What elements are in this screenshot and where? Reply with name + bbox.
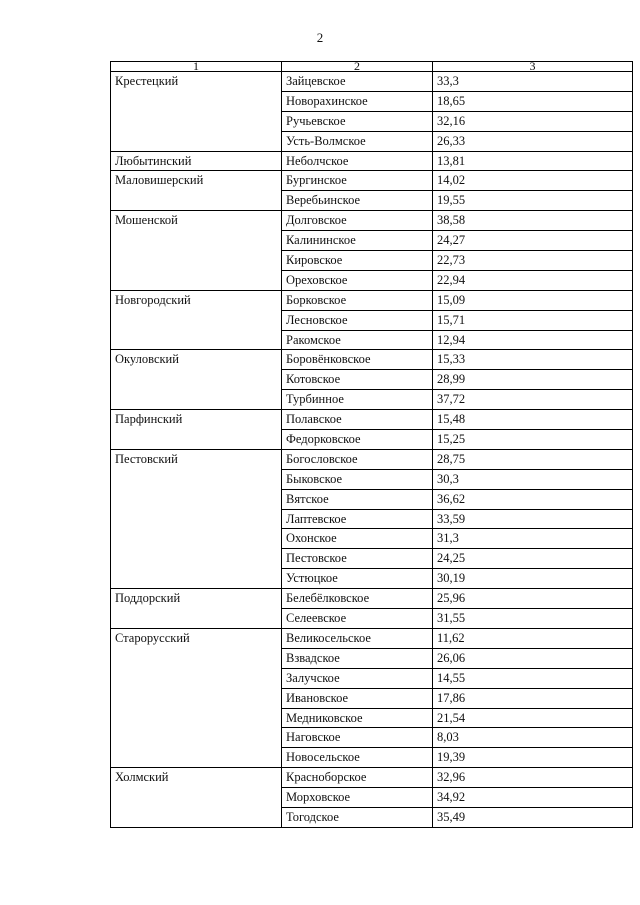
column-header: 2	[282, 62, 433, 72]
value-cell: 38,58	[433, 211, 633, 231]
table-row	[111, 171, 633, 191]
value-cell: 15,33	[433, 350, 633, 370]
district-cell: Мошенской	[111, 211, 282, 291]
district-cell: Новгородский	[111, 290, 282, 350]
table-header-row	[111, 62, 633, 72]
settlement-cell: Лаптевское	[282, 509, 433, 529]
district-cell: Пестовский	[111, 449, 282, 588]
value-cell: 33,59	[433, 509, 633, 529]
settlement-cell: Быковское	[282, 469, 433, 489]
settlement-cell: Морховское	[282, 788, 433, 808]
settlement-cell: Ракомское	[282, 330, 433, 350]
settlement-cell: Пестовское	[282, 549, 433, 569]
value-cell: 22,94	[433, 270, 633, 290]
value-cell: 12,94	[433, 330, 633, 350]
settlement-cell: Великосельское	[282, 628, 433, 648]
settlement-cell: Залучское	[282, 668, 433, 688]
settlement-cell: Вятское	[282, 489, 433, 509]
value-cell: 15,25	[433, 430, 633, 450]
settlement-cell: Ивановское	[282, 688, 433, 708]
value-cell: 26,06	[433, 648, 633, 668]
value-cell: 25,96	[433, 589, 633, 609]
value-cell: 17,86	[433, 688, 633, 708]
settlement-cell: Богословское	[282, 449, 433, 469]
settlement-cell: Красноборское	[282, 768, 433, 788]
settlement-cell: Турбинное	[282, 390, 433, 410]
district-cell: Поддорский	[111, 589, 282, 629]
settlement-cell: Веребьинское	[282, 191, 433, 211]
settlement-cell: Котовское	[282, 370, 433, 390]
table-row	[111, 151, 633, 171]
table-row	[111, 290, 633, 310]
settlement-cell: Калининское	[282, 231, 433, 251]
value-cell: 22,73	[433, 251, 633, 271]
column-header: 3	[433, 62, 633, 72]
table-row	[111, 628, 633, 648]
settlement-cell: Охонское	[282, 529, 433, 549]
settlement-cell: Новорахинское	[282, 91, 433, 111]
value-cell: 15,71	[433, 310, 633, 330]
page-number: 2	[316, 30, 324, 45]
table-row	[111, 768, 633, 788]
settlement-cell: Борковское	[282, 290, 433, 310]
settlement-cell: Ореховское	[282, 270, 433, 290]
table-row	[111, 449, 633, 469]
district-cell: Любытинский	[111, 151, 282, 171]
settlement-cell: Белебёлковское	[282, 589, 433, 609]
value-cell: 30,19	[433, 569, 633, 589]
district-cell: Крестецкий	[111, 72, 282, 152]
settlement-cell: Новосельское	[282, 748, 433, 768]
value-cell: 24,27	[433, 231, 633, 251]
settlement-cell: Лесновское	[282, 310, 433, 330]
table-row	[111, 72, 633, 92]
value-cell: 14,02	[433, 171, 633, 191]
settlement-cell: Бургинское	[282, 171, 433, 191]
value-cell: 15,48	[433, 410, 633, 430]
value-cell: 33,3	[433, 72, 633, 92]
settlement-cell: Неболчское	[282, 151, 433, 171]
value-cell: 28,99	[433, 370, 633, 390]
settlement-cell: Взвадское	[282, 648, 433, 668]
settlement-cell: Селеевское	[282, 609, 433, 629]
table-row	[111, 350, 633, 370]
value-cell: 19,55	[433, 191, 633, 211]
value-cell: 13,81	[433, 151, 633, 171]
value-cell: 11,62	[433, 628, 633, 648]
value-cell: 36,62	[433, 489, 633, 509]
value-cell: 34,92	[433, 788, 633, 808]
column-header: 1	[111, 62, 282, 72]
district-cell: Окуловский	[111, 350, 282, 410]
value-cell: 35,49	[433, 807, 633, 827]
settlement-cell: Боровёнковское	[282, 350, 433, 370]
value-cell: 31,3	[433, 529, 633, 549]
settlement-cell: Полавское	[282, 410, 433, 430]
value-cell: 18,65	[433, 91, 633, 111]
value-cell: 32,96	[433, 768, 633, 788]
value-cell: 26,33	[433, 131, 633, 151]
value-cell: 21,54	[433, 708, 633, 728]
value-cell: 31,55	[433, 609, 633, 629]
settlement-cell: Тогодское	[282, 807, 433, 827]
value-cell: 8,03	[433, 728, 633, 748]
value-cell: 14,55	[433, 668, 633, 688]
value-cell: 30,3	[433, 469, 633, 489]
settlement-cell: Кировское	[282, 251, 433, 271]
settlement-cell: Долговское	[282, 211, 433, 231]
value-cell: 32,16	[433, 111, 633, 131]
district-cell: Старорусский	[111, 628, 282, 767]
district-cell: Холмский	[111, 768, 282, 828]
table-row	[111, 410, 633, 430]
settlement-cell: Медниковское	[282, 708, 433, 728]
district-cell: Маловишерский	[111, 171, 282, 211]
table-row	[111, 211, 633, 231]
settlement-cell: Ручьевское	[282, 111, 433, 131]
settlements-table	[110, 61, 633, 828]
district-cell: Парфинский	[111, 410, 282, 450]
value-cell: 24,25	[433, 549, 633, 569]
settlement-cell: Зайцевское	[282, 72, 433, 92]
value-cell: 37,72	[433, 390, 633, 410]
value-cell: 19,39	[433, 748, 633, 768]
value-cell: 15,09	[433, 290, 633, 310]
settlement-cell: Устюцкое	[282, 569, 433, 589]
table-row	[111, 589, 633, 609]
value-cell: 28,75	[433, 449, 633, 469]
settlement-cell: Усть-Волмское	[282, 131, 433, 151]
settlement-cell: Наговское	[282, 728, 433, 748]
settlement-cell: Федорковское	[282, 430, 433, 450]
table-body	[111, 72, 633, 828]
